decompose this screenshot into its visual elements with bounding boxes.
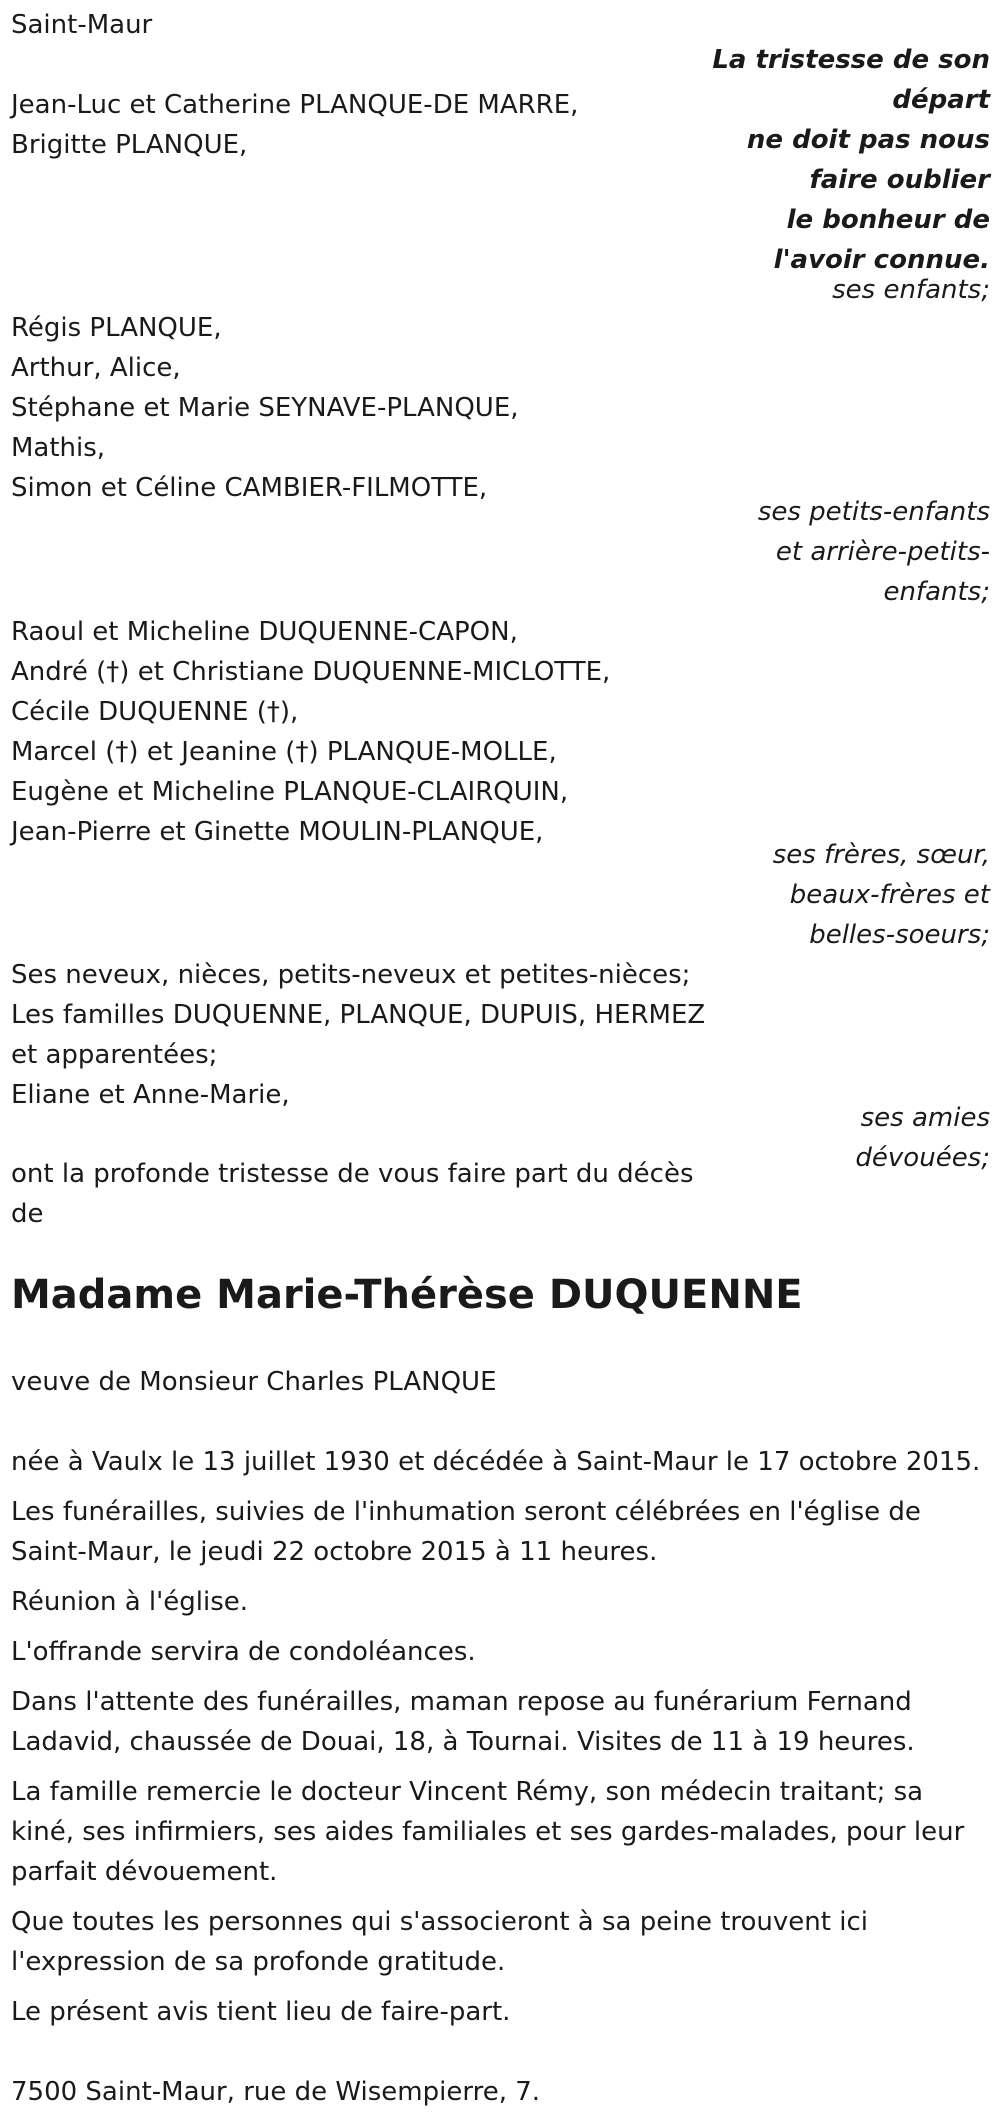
friends-relation: [855, 1098, 990, 1178]
family-name-line: Brigitte PLANQUE,: [11, 130, 248, 160]
family-name-line: Régis PLANQUE,: [11, 313, 222, 343]
motto-line: l'avoir connue.: [773, 245, 990, 275]
relation-line: ses frères, sœur,: [772, 840, 990, 870]
family-name-line: Mathis,: [11, 433, 106, 463]
children-names: [11, 85, 578, 165]
extended-family-names: [11, 955, 705, 1115]
family-name-line: Eugène et Micheline PLANQUE-CLAIRQUIN,: [11, 777, 569, 807]
family-name-line: Cécile DUQUENNE (†),: [11, 697, 299, 727]
motto: [712, 40, 990, 280]
family-name-line: Arthur, Alice,: [11, 353, 181, 383]
family-name-line: Les familles DUQUENNE, PLANQUE, DUPUIS, HERMEZ: [11, 1000, 706, 1030]
gratitude-paragraph: Que toutes les personnes qui s'associeront à sa peine trouvent ici l'expression de sa profonde gratitude.: [11, 1907, 868, 1977]
relation-line: belles-soeurs;: [809, 920, 990, 950]
deceased-name: Madame Marie-Thérèse DUQUENNE: [11, 1272, 803, 1318]
relation-line: ses petits-enfants: [757, 497, 990, 527]
family-name-line: Jean-Luc et Catherine PLANQUE-DE MARRE,: [11, 90, 579, 120]
motto-line: faire oublier: [809, 165, 990, 195]
motto-line: départ: [892, 85, 990, 115]
funeral-details: [11, 1442, 986, 2032]
family-name-line: Stéphane et Marie SEYNAVE-PLANQUE,: [11, 393, 519, 423]
relation-line: ses enfants;: [832, 275, 990, 305]
family-name-line: Simon et Céline CAMBIER-FILMOTTE,: [11, 473, 488, 503]
relation-line: beaux-frères et: [789, 880, 990, 910]
relation-line: enfants;: [883, 577, 990, 607]
motto-line: ne doit pas nous: [746, 125, 990, 155]
motto-line: le bonheur de: [786, 205, 990, 235]
family-name-line: et apparentées;: [11, 1040, 218, 1070]
children-relation: [832, 270, 990, 310]
family-name-line: Jean-Pierre et Ginette MOULIN-PLANQUE,: [11, 817, 544, 847]
announcement-line: de: [11, 1199, 44, 1229]
relation-line: et arrière-petits-: [775, 537, 990, 567]
offering-paragraph: L'offrande servira de condoléances.: [11, 1637, 476, 1667]
meeting-paragraph: Réunion à l'église.: [11, 1587, 249, 1617]
family-name-line: Marcel (†) et Jeanine (†) PLANQUE-MOLLE,: [11, 737, 557, 767]
relation-line: ses amies: [860, 1103, 990, 1133]
town-heading: Saint-Maur: [11, 10, 153, 40]
birth-death-paragraph: née à Vaulx le 13 juillet 1930 et décédée à Saint-Maur le 17 octobre 2015.: [11, 1447, 981, 1477]
siblings-relation: [773, 835, 990, 955]
motto-line: La tristesse de son: [712, 45, 990, 75]
funerarium-paragraph: Dans l'attente des funérailles, maman repose au funérarium Fernand Ladavid, chaussée de Douai, 18, à Tournai. Visites de 11 à 19 heures.: [11, 1687, 915, 1757]
family-name-line: Raoul et Micheline DUQUENNE-CAPON,: [11, 617, 518, 647]
funeral-paragraph: Les funérailles, suivies de l'inhumation seront célébrées en l'église de Saint-Maur, le jeudi 22 octobre 2015 à 11 heures.: [11, 1497, 921, 1567]
family-name-line: Eliane et Anne-Marie,: [11, 1080, 290, 1110]
spouse-line: veuve de Monsieur Charles PLANQUE: [11, 1367, 497, 1397]
family-name-line: Ses neveux, nièces, petits-neveux et petites-nièces;: [11, 960, 691, 990]
family-name-line: André (†) et Christiane DUQUENNE-MICLOTTE,: [11, 657, 611, 687]
family-address: 7500 Saint-Maur, rue de Wisempierre, 7.: [11, 2077, 541, 2107]
grandchildren-relation: [758, 492, 990, 612]
grandchildren-names: [11, 308, 519, 508]
announcement: [11, 1154, 694, 1234]
announcement-line: ont la profonde tristesse de vous faire part du décès: [11, 1159, 694, 1189]
relation-line: dévouées;: [855, 1143, 990, 1173]
thanks-paragraph: La famille remercie le docteur Vincent Rémy, son médecin traitant; sa kiné, ses infirmiers, ses aides familiales et ses gardes-malades, pour leur parfait dévouement.: [11, 1777, 965, 1887]
notice-paragraph: Le présent avis tient lieu de faire-part.: [11, 1997, 511, 2027]
siblings-names: [11, 612, 610, 852]
